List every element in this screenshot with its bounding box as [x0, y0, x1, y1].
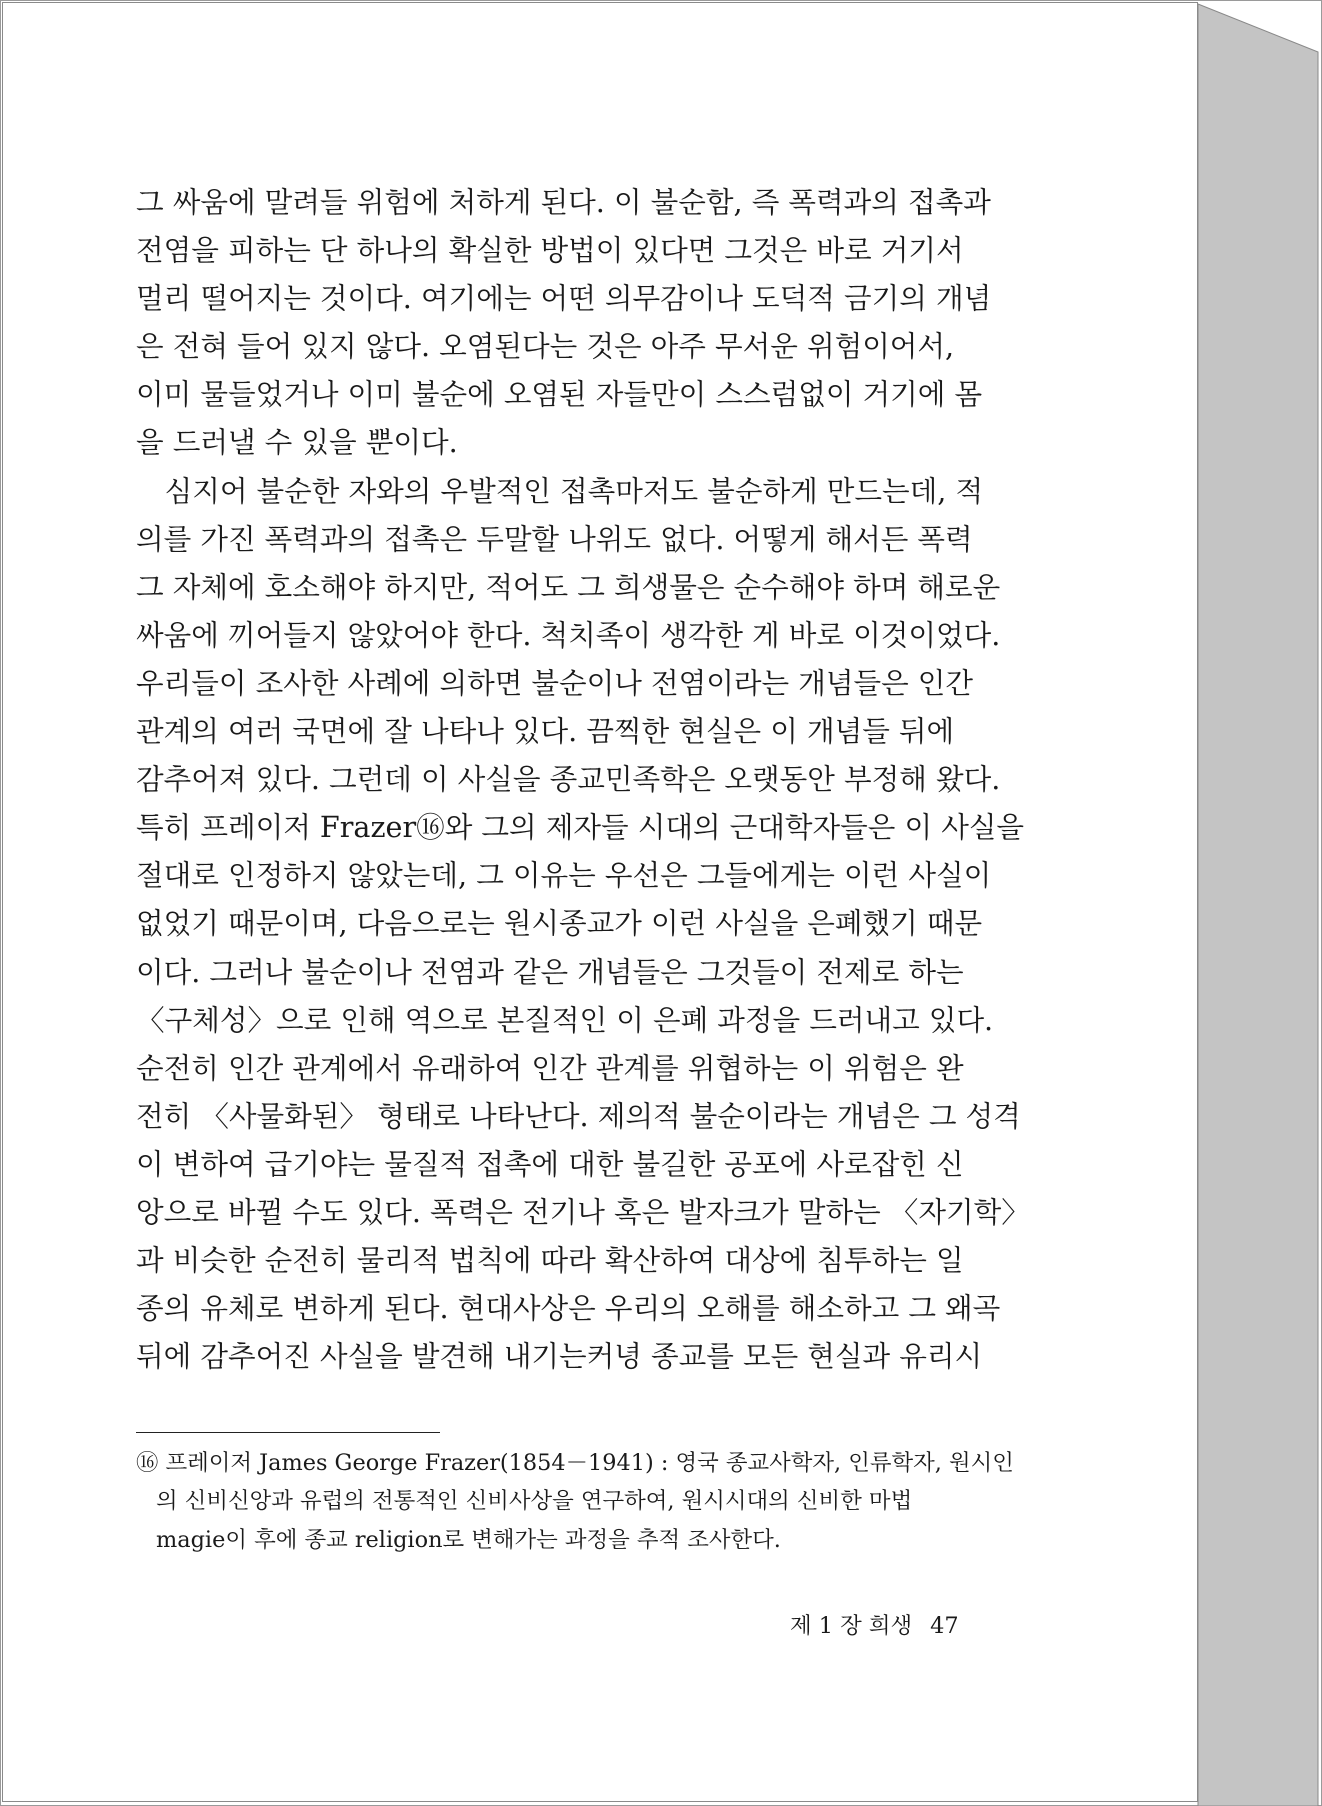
body-line: 없었기 때문이며, 다음으로는 원시종교가 이런 사실을 은폐했기 때문	[136, 906, 983, 941]
body-line: 의를 가진 폭력과의 접촉은 두말할 나위도 없다. 어떻게 해서든 폭력	[136, 521, 973, 556]
body-text	[136, 178, 1036, 1380]
body-line: 전히 〈사물화된〉 형태로 나타난다. 제의적 불순이라는 개념은 그 성격	[136, 1098, 1021, 1133]
body-line: 심지어 불순한 자와의 우발적인 접촉마저도 불순하게 만드는데, 적	[136, 473, 984, 508]
body-line: 감추어져 있다. 그런데 이 사실을 종교민족학은 오랫동안 부정해 왔다.	[136, 762, 1001, 797]
body-line: 이미 물들었거나 이미 불순에 오염된 자들만이 스스럼없이 거기에 몸	[136, 377, 983, 412]
body-line: 그 싸움에 말려들 위험에 처하게 된다. 이 불순함, 즉 폭력과의 접촉과	[136, 185, 991, 219]
body-line: 멀리 떨어지는 것이다. 여기에는 어떤 의무감이나 도덕적 금기의 개념	[136, 281, 992, 316]
footnote-line: ⑯ 프레이저 James George Frazer(1854－1941) : 영국 종교사학자, 인류학자, 원시인	[136, 1450, 1014, 1476]
body-line: 절대로 인정하지 않았는데, 그 이유는 우선은 그들에게는 이런 사실이	[136, 858, 992, 893]
body-line: 순전히 인간 관계에서 유래하여 인간 관계를 위협하는 이 위험은 완	[136, 1050, 964, 1085]
chapter-title: 제 1 장 희생	[790, 1613, 913, 1639]
body-line: 우리들이 조사한 사례에 의하면 불순이나 전염이라는 개념들은 인간	[136, 665, 974, 700]
body-line: 〈구체성〉으로 인해 역으로 본질적인 이 은폐 과정을 드러내고 있다.	[136, 1002, 994, 1037]
body-line: 은 전혀 들어 있지 않다. 오염된다는 것은 아주 무서운 위험이어서,	[136, 329, 955, 364]
page-number: 47	[930, 1613, 959, 1639]
body-line: 과 비슷한 순전히 물리적 법칙에 따라 확산하여 대상에 침투하는 일	[136, 1243, 964, 1278]
body-line: 뒤에 감추어진 사실을 발견해 내기는커녕 종교를 모든 현실과 유리시	[136, 1339, 983, 1374]
body-line: 앙으로 바뀔 수도 있다. 폭력은 전기나 혹은 발자크가 말하는 〈자기학〉	[136, 1194, 1030, 1229]
body-line: 전염을 피하는 단 하나의 확실한 방법이 있다면 그것은 바로 거기서	[136, 233, 964, 268]
body-line: 이 변하여 급기야는 물질적 접촉에 대한 불길한 공포에 사로잡힌 신	[136, 1146, 964, 1181]
body-line: 싸움에 끼어들지 않았어야 한다. 척치족이 생각한 게 바로 이것이었다.	[136, 617, 1001, 652]
page-footer	[790, 1608, 959, 1640]
body-line: 이다. 그러나 불순이나 전염과 같은 개념들은 그것들이 전제로 하는	[136, 954, 964, 989]
body-line: 특히 프레이저 Frazer⑯와 그의 제자들 시대의 근대학자들은 이 사실을	[136, 810, 1025, 845]
footnote-divider	[136, 1432, 440, 1433]
body-line: 을 드러낼 수 있을 뿐이다.	[136, 425, 458, 460]
body-line: 그 자체에 호소해야 하지만, 적어도 그 희생물은 순수해야 하며 해로운	[136, 569, 1001, 604]
footnote-line: magie이 후에 종교 religion로 변해가는 과정을 추적 조사한다.	[156, 1526, 781, 1553]
footnote-line: 의 신비신앙과 유럽의 전통적인 신비사상을 연구하여, 원시시대의 신비한 마법	[156, 1488, 913, 1515]
body-line: 종의 유체로 변하게 된다. 현대사상은 우리의 오해를 해소하고 그 왜곡	[136, 1291, 1001, 1326]
body-line: 관계의 여러 국면에 잘 나타나 있다. 끔찍한 현실은 이 개념들 뒤에	[136, 714, 955, 749]
footnote	[136, 1444, 1036, 1559]
